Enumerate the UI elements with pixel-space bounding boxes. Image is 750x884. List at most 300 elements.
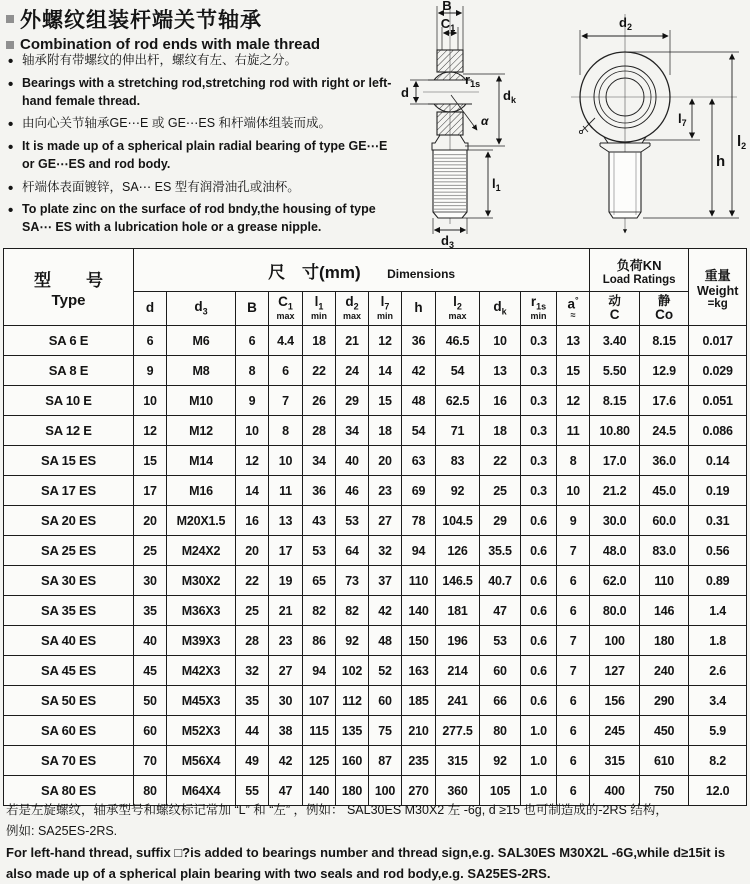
col-header-Co: 静 Co bbox=[640, 292, 689, 326]
col-header-d2: $d_2$ max bbox=[336, 292, 369, 326]
value-cell: 8.2 bbox=[689, 746, 747, 776]
value-cell: 29 bbox=[480, 506, 521, 536]
value-cell: 50 bbox=[134, 686, 167, 716]
value-cell: 0.051 bbox=[689, 386, 747, 416]
footnote-en-line1: For left-hand thread, suffix □?is added to bearings number and thread sign,e.g. SAL30ES M30X2L -6G,while d≥15it is bbox=[6, 845, 726, 860]
value-cell: 30.0 bbox=[590, 506, 640, 536]
value-cell: 9 bbox=[236, 386, 269, 416]
value-cell: M8 bbox=[167, 356, 236, 386]
value-cell: 17 bbox=[269, 536, 303, 566]
value-cell: 100 bbox=[369, 776, 402, 806]
value-cell: 0.3 bbox=[521, 386, 557, 416]
value-cell: 290 bbox=[640, 686, 689, 716]
value-cell: 105 bbox=[480, 776, 521, 806]
value-cell: 42 bbox=[402, 356, 436, 386]
col-header-h: h bbox=[402, 292, 436, 326]
value-cell: 5.9 bbox=[689, 716, 747, 746]
col-header-a: a° ≈ bbox=[557, 292, 590, 326]
value-cell: 3.40 bbox=[590, 326, 640, 356]
value-cell: 64 bbox=[336, 536, 369, 566]
value-cell: 6 bbox=[557, 716, 590, 746]
value-cell: 245 bbox=[590, 716, 640, 746]
value-cell: 13 bbox=[269, 506, 303, 536]
col-header-dk: $d_k$ bbox=[480, 292, 521, 326]
dimensions-group-header bbox=[134, 249, 590, 292]
weight-header-en: Weight bbox=[696, 283, 739, 298]
value-cell: 10 bbox=[134, 386, 167, 416]
value-cell: 5.50 bbox=[590, 356, 640, 386]
value-cell: 7 bbox=[557, 626, 590, 656]
value-cell: 8 bbox=[236, 356, 269, 386]
value-cell: 92 bbox=[480, 746, 521, 776]
value-cell: 24 bbox=[336, 356, 369, 386]
value-cell: 38 bbox=[269, 716, 303, 746]
value-cell: 60 bbox=[369, 686, 402, 716]
value-cell: 210 bbox=[402, 716, 436, 746]
value-cell: 10 bbox=[557, 476, 590, 506]
value-cell: 610 bbox=[640, 746, 689, 776]
value-cell: 48 bbox=[402, 386, 436, 416]
value-cell: 0.3 bbox=[521, 326, 557, 356]
type-cell: SA 15 ES bbox=[4, 446, 134, 476]
footnote-zh-line1: 若是左旋螺纹，轴承型号和螺纹标记常加 “L” 和 “左” ，例如： SAL30ES M30X2 左 -6g, d ≥15 也可制造成的-2RS 结构， bbox=[6, 803, 668, 817]
value-cell: 240 bbox=[640, 656, 689, 686]
value-cell: 37 bbox=[369, 566, 402, 596]
technical-drawings bbox=[395, 0, 750, 248]
value-cell: 196 bbox=[436, 626, 480, 656]
value-cell: 27 bbox=[269, 656, 303, 686]
bullet-en-1: • Bearings with a stretching rod,stretching rod with right or left-hand female thread. bbox=[8, 75, 400, 111]
value-cell: M42X3 bbox=[167, 656, 236, 686]
value-cell: M12 bbox=[167, 416, 236, 446]
value-cell: 104.5 bbox=[436, 506, 480, 536]
type-cell: SA 50 ES bbox=[4, 686, 134, 716]
value-cell: M20X1.5 bbox=[167, 506, 236, 536]
value-cell: 0.017 bbox=[689, 326, 747, 356]
value-cell: 66 bbox=[480, 686, 521, 716]
value-cell: 6 bbox=[557, 596, 590, 626]
type-column-header bbox=[4, 249, 134, 326]
square-bullet-icon bbox=[6, 15, 14, 23]
dim-label-d: d bbox=[401, 85, 409, 100]
value-cell: 6 bbox=[269, 356, 303, 386]
value-cell: 87 bbox=[369, 746, 402, 776]
value-cell: M10 bbox=[167, 386, 236, 416]
value-cell: 140 bbox=[303, 776, 336, 806]
value-cell: 44 bbox=[236, 716, 269, 746]
value-cell: 12 bbox=[369, 326, 402, 356]
table-row bbox=[4, 536, 747, 566]
value-cell: 0.6 bbox=[521, 596, 557, 626]
value-cell: 0.086 bbox=[689, 416, 747, 446]
value-cell: 140 bbox=[402, 596, 436, 626]
value-cell: 25 bbox=[480, 476, 521, 506]
value-cell: 29 bbox=[336, 386, 369, 416]
value-cell: 35.5 bbox=[480, 536, 521, 566]
value-cell: 3.4 bbox=[689, 686, 747, 716]
dim-label-r1s: $r_{1s}$ bbox=[465, 72, 481, 89]
value-cell: 60.0 bbox=[640, 506, 689, 536]
value-cell: 9 bbox=[134, 356, 167, 386]
value-cell: 36 bbox=[303, 476, 336, 506]
value-cell: 127 bbox=[590, 656, 640, 686]
value-cell: 48 bbox=[369, 626, 402, 656]
value-cell: 0.19 bbox=[689, 476, 747, 506]
value-cell: 82 bbox=[336, 596, 369, 626]
value-cell: 20 bbox=[236, 536, 269, 566]
weight-column-header bbox=[689, 249, 747, 326]
value-cell: 0.6 bbox=[521, 536, 557, 566]
value-cell: 45.0 bbox=[640, 476, 689, 506]
value-cell: 17 bbox=[134, 476, 167, 506]
dim-label-B: B bbox=[442, 0, 452, 13]
value-cell: 7 bbox=[557, 656, 590, 686]
value-cell: 6 bbox=[557, 566, 590, 596]
table-row bbox=[4, 686, 747, 716]
value-cell: 235 bbox=[402, 746, 436, 776]
value-cell: 8 bbox=[557, 446, 590, 476]
value-cell: 10 bbox=[269, 446, 303, 476]
value-cell: 80 bbox=[134, 776, 167, 806]
value-cell: 40 bbox=[134, 626, 167, 656]
value-cell: 11 bbox=[269, 476, 303, 506]
load-ratings-group-header bbox=[590, 249, 689, 292]
value-cell: 25 bbox=[134, 536, 167, 566]
value-cell: 12.0 bbox=[689, 776, 747, 806]
value-cell: 75 bbox=[369, 716, 402, 746]
value-cell: 16 bbox=[480, 386, 521, 416]
value-cell: 126 bbox=[436, 536, 480, 566]
value-cell: 46 bbox=[336, 476, 369, 506]
value-cell: 32 bbox=[369, 536, 402, 566]
table-body bbox=[4, 326, 747, 806]
type-cell: SA 60 ES bbox=[4, 716, 134, 746]
type-header-zh: 型 号 bbox=[34, 270, 112, 290]
dim-label-d3: $d_3$ bbox=[441, 233, 454, 248]
value-cell: 181 bbox=[436, 596, 480, 626]
type-cell: SA 35 ES bbox=[4, 596, 134, 626]
value-cell: 23 bbox=[369, 476, 402, 506]
value-cell: M39X3 bbox=[167, 626, 236, 656]
value-cell: 315 bbox=[590, 746, 640, 776]
value-cell: 62.0 bbox=[590, 566, 640, 596]
value-cell: 125 bbox=[303, 746, 336, 776]
type-header-en: Type bbox=[51, 291, 86, 309]
value-cell: 146.5 bbox=[436, 566, 480, 596]
value-cell: 27 bbox=[369, 506, 402, 536]
value-cell: 42 bbox=[269, 746, 303, 776]
load-header-zh: 负荷KN bbox=[616, 257, 662, 273]
value-cell: 135 bbox=[336, 716, 369, 746]
table-row bbox=[4, 326, 747, 356]
col-header-l1: $l_1$ min bbox=[303, 292, 336, 326]
value-cell: 112 bbox=[336, 686, 369, 716]
value-cell: 47 bbox=[480, 596, 521, 626]
table-row bbox=[4, 566, 747, 596]
footnotes bbox=[6, 800, 746, 884]
value-cell: 82 bbox=[303, 596, 336, 626]
value-cell: 47 bbox=[269, 776, 303, 806]
value-cell: 16 bbox=[236, 506, 269, 536]
dim-label-h: h bbox=[716, 153, 726, 170]
value-cell: M30X2 bbox=[167, 566, 236, 596]
value-cell: M36X3 bbox=[167, 596, 236, 626]
value-cell: 65 bbox=[303, 566, 336, 596]
value-cell: 30 bbox=[134, 566, 167, 596]
footnote-en-line2: also made up of a spherical plain bearing with two seals and rod body,e.g. SA25ES-2RS. bbox=[6, 866, 551, 881]
value-cell: 0.6 bbox=[521, 686, 557, 716]
value-cell: 1.0 bbox=[521, 716, 557, 746]
value-cell: 0.6 bbox=[521, 626, 557, 656]
value-cell: M45X3 bbox=[167, 686, 236, 716]
value-cell: 35 bbox=[134, 596, 167, 626]
value-cell: 6 bbox=[557, 686, 590, 716]
value-cell: M14 bbox=[167, 446, 236, 476]
dim-label-l1: $l_1$ bbox=[492, 176, 501, 193]
value-cell: 83 bbox=[436, 446, 480, 476]
page-header bbox=[6, 4, 320, 55]
value-cell: 277.5 bbox=[436, 716, 480, 746]
value-cell: 110 bbox=[402, 566, 436, 596]
value-cell: 115 bbox=[303, 716, 336, 746]
value-cell: 214 bbox=[436, 656, 480, 686]
square-bullet-icon bbox=[6, 41, 14, 49]
value-cell: 92 bbox=[436, 476, 480, 506]
value-cell: 0.6 bbox=[521, 566, 557, 596]
dimensions-table bbox=[3, 248, 747, 806]
value-cell: 163 bbox=[402, 656, 436, 686]
value-cell: 53 bbox=[303, 536, 336, 566]
value-cell: 160 bbox=[336, 746, 369, 776]
value-cell: 22 bbox=[480, 446, 521, 476]
value-cell: 23 bbox=[269, 626, 303, 656]
value-cell: 80 bbox=[480, 716, 521, 746]
bullet-en-2: • It is made up of a spherical plain radial bearing of type GE⋯E or GE⋯ES and rod body. bbox=[8, 138, 400, 174]
value-cell: 80.0 bbox=[590, 596, 640, 626]
dim-label-dk: $d_k$ bbox=[503, 88, 516, 105]
col-header-l2: $l_2$ max bbox=[436, 292, 480, 326]
value-cell: 0.14 bbox=[689, 446, 747, 476]
value-cell: 22 bbox=[236, 566, 269, 596]
value-cell: M64X4 bbox=[167, 776, 236, 806]
col-header-d: d bbox=[134, 292, 167, 326]
value-cell: 35 bbox=[236, 686, 269, 716]
type-cell: SA 10 E bbox=[4, 386, 134, 416]
value-cell: 13 bbox=[557, 326, 590, 356]
value-cell: 12 bbox=[134, 416, 167, 446]
value-cell: 34 bbox=[336, 416, 369, 446]
col-header-r1s: $r_{1s}$ min bbox=[521, 292, 557, 326]
value-cell: 11 bbox=[557, 416, 590, 446]
type-cell: SA 45 ES bbox=[4, 656, 134, 686]
type-cell: SA 80 ES bbox=[4, 776, 134, 806]
type-cell: SA 20 ES bbox=[4, 506, 134, 536]
type-cell: SA 25 ES bbox=[4, 536, 134, 566]
value-cell: 0.3 bbox=[521, 356, 557, 386]
value-cell: 102 bbox=[336, 656, 369, 686]
value-cell: 25 bbox=[236, 596, 269, 626]
value-cell: M56X4 bbox=[167, 746, 236, 776]
value-cell: 17.0 bbox=[590, 446, 640, 476]
value-cell: 4.4 bbox=[269, 326, 303, 356]
dim-label-l7: $l_7$ bbox=[678, 111, 687, 128]
type-cell: SA 70 ES bbox=[4, 746, 134, 776]
value-cell: 360 bbox=[436, 776, 480, 806]
value-cell: 185 bbox=[402, 686, 436, 716]
weight-header-zh: 重量 bbox=[704, 267, 731, 283]
value-cell: 73 bbox=[336, 566, 369, 596]
value-cell: 20 bbox=[369, 446, 402, 476]
value-cell: 400 bbox=[590, 776, 640, 806]
value-cell: 14 bbox=[369, 356, 402, 386]
value-cell: 45 bbox=[134, 656, 167, 686]
value-cell: 14 bbox=[236, 476, 269, 506]
value-cell: 63 bbox=[402, 446, 436, 476]
value-cell: 86 bbox=[303, 626, 336, 656]
page-title-en: Combination of rod ends with male thread bbox=[20, 36, 321, 53]
value-cell: 150 bbox=[402, 626, 436, 656]
value-cell: 62.5 bbox=[436, 386, 480, 416]
value-cell: 6 bbox=[557, 746, 590, 776]
bullet-zh-3: • 杆端体表面镀锌，SA⋯ ES 型有润滑油孔或油杯。 bbox=[8, 179, 400, 197]
value-cell: 54 bbox=[436, 356, 480, 386]
value-cell: 0.3 bbox=[521, 446, 557, 476]
value-cell: 21.2 bbox=[590, 476, 640, 506]
value-cell: 53 bbox=[480, 626, 521, 656]
value-cell: 1.8 bbox=[689, 626, 747, 656]
value-cell: 8 bbox=[269, 416, 303, 446]
col-header-B: B bbox=[236, 292, 269, 326]
table-row bbox=[4, 416, 747, 446]
table-row bbox=[4, 506, 747, 536]
value-cell: 107 bbox=[303, 686, 336, 716]
value-cell: M16 bbox=[167, 476, 236, 506]
value-cell: 94 bbox=[303, 656, 336, 686]
dims-header-zh: 尺 寸(mm) bbox=[268, 262, 361, 282]
side-section-view bbox=[410, 2, 505, 234]
value-cell: 8.15 bbox=[640, 326, 689, 356]
value-cell: 32 bbox=[236, 656, 269, 686]
col-header-C: 动 C bbox=[590, 292, 640, 326]
value-cell: 315 bbox=[436, 746, 480, 776]
type-cell: SA 17 ES bbox=[4, 476, 134, 506]
dim-label-d2: $d_2$ bbox=[619, 15, 632, 32]
value-cell: 450 bbox=[640, 716, 689, 746]
value-cell: 6 bbox=[134, 326, 167, 356]
weight-header-unit: =kg bbox=[707, 297, 728, 310]
table-row bbox=[4, 716, 747, 746]
table-row bbox=[4, 746, 747, 776]
value-cell: 0.89 bbox=[689, 566, 747, 596]
value-cell: 18 bbox=[480, 416, 521, 446]
type-cell: SA 12 E bbox=[4, 416, 134, 446]
value-cell: 18 bbox=[369, 416, 402, 446]
value-cell: M6 bbox=[167, 326, 236, 356]
value-cell: 146 bbox=[640, 596, 689, 626]
load-header-en: Load Ratings bbox=[602, 273, 676, 286]
value-cell: 17.6 bbox=[640, 386, 689, 416]
value-cell: 54 bbox=[402, 416, 436, 446]
table-row bbox=[4, 356, 747, 386]
value-cell: 0.3 bbox=[521, 416, 557, 446]
value-cell: 156 bbox=[590, 686, 640, 716]
value-cell: 28 bbox=[236, 626, 269, 656]
value-cell: 0.56 bbox=[689, 536, 747, 566]
value-cell: 6 bbox=[236, 326, 269, 356]
value-cell: 0.029 bbox=[689, 356, 747, 386]
value-cell: M24X2 bbox=[167, 536, 236, 566]
value-cell: 1.4 bbox=[689, 596, 747, 626]
value-cell: 55 bbox=[236, 776, 269, 806]
value-cell: 30 bbox=[269, 686, 303, 716]
table-row bbox=[4, 626, 747, 656]
value-cell: 69 bbox=[402, 476, 436, 506]
footnote-zh-line2: 例如: SA25ES-2RS. bbox=[6, 824, 118, 838]
value-cell: 1.0 bbox=[521, 746, 557, 776]
value-cell: 15 bbox=[369, 386, 402, 416]
value-cell: 12.9 bbox=[640, 356, 689, 386]
type-cell: SA 30 ES bbox=[4, 566, 134, 596]
value-cell: 20 bbox=[134, 506, 167, 536]
col-header-l7: $l_7$ min bbox=[369, 292, 402, 326]
value-cell: 36 bbox=[402, 326, 436, 356]
col-header-d3: $d_3$ bbox=[167, 292, 236, 326]
value-cell: 19 bbox=[269, 566, 303, 596]
value-cell: 0.6 bbox=[521, 656, 557, 686]
value-cell: 21 bbox=[336, 326, 369, 356]
value-cell: 0.31 bbox=[689, 506, 747, 536]
value-cell: 110 bbox=[640, 566, 689, 596]
value-cell: 83.0 bbox=[640, 536, 689, 566]
value-cell: 7 bbox=[269, 386, 303, 416]
value-cell: 241 bbox=[436, 686, 480, 716]
value-cell: 750 bbox=[640, 776, 689, 806]
type-cell: SA 8 E bbox=[4, 356, 134, 386]
table-row bbox=[4, 656, 747, 686]
value-cell: 12 bbox=[236, 446, 269, 476]
value-cell: 94 bbox=[402, 536, 436, 566]
type-cell: SA 6 E bbox=[4, 326, 134, 356]
value-cell: 180 bbox=[640, 626, 689, 656]
value-cell: 78 bbox=[402, 506, 436, 536]
value-cell: 2.6 bbox=[689, 656, 747, 686]
value-cell: 9 bbox=[557, 506, 590, 536]
value-cell: 180 bbox=[336, 776, 369, 806]
value-cell: M52X3 bbox=[167, 716, 236, 746]
dims-header-en: Dimensions bbox=[387, 266, 456, 281]
value-cell: 10 bbox=[480, 326, 521, 356]
value-cell: 0.3 bbox=[521, 476, 557, 506]
table-row bbox=[4, 386, 747, 416]
dim-label-l2: $l_2$ bbox=[737, 133, 747, 151]
value-cell: 71 bbox=[436, 416, 480, 446]
value-cell: 24.5 bbox=[640, 416, 689, 446]
value-cell: 21 bbox=[269, 596, 303, 626]
value-cell: 6 bbox=[557, 776, 590, 806]
value-cell: 100 bbox=[590, 626, 640, 656]
value-cell: 8.15 bbox=[590, 386, 640, 416]
value-cell: 18 bbox=[303, 326, 336, 356]
value-cell: 40.7 bbox=[480, 566, 521, 596]
value-cell: 60 bbox=[134, 716, 167, 746]
col-header-C1: $C_1$ max bbox=[269, 292, 303, 326]
value-cell: 22 bbox=[303, 356, 336, 386]
value-cell: 70 bbox=[134, 746, 167, 776]
value-cell: 10.80 bbox=[590, 416, 640, 446]
dim-label-alpha: α bbox=[481, 114, 489, 128]
type-cell: SA 40 ES bbox=[4, 626, 134, 656]
value-cell: 28 bbox=[303, 416, 336, 446]
